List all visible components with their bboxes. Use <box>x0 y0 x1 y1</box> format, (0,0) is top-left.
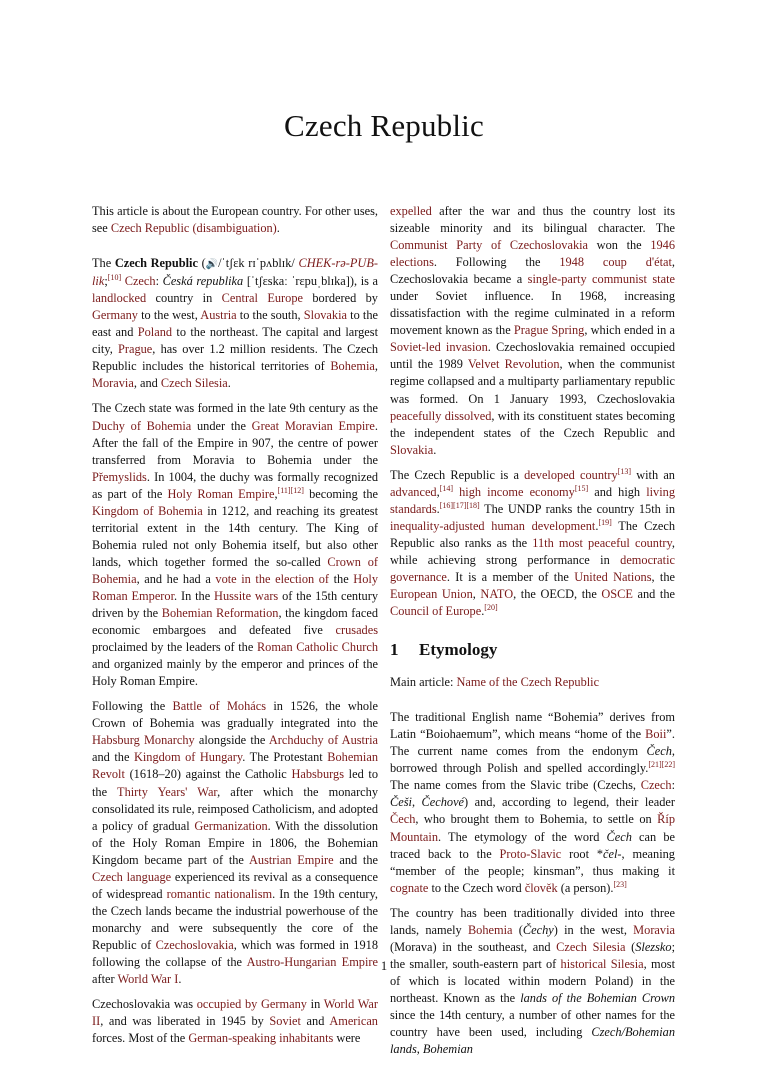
link-nato[interactable]: NATO <box>480 587 514 602</box>
link-bohemia[interactable]: Bohemia <box>330 359 375 374</box>
link-bohemian-reformation[interactable]: Bohemian Reformation <box>161 606 279 621</box>
link-germanization[interactable]: Germanization <box>194 818 268 833</box>
link-respelling[interactable]: CHEK-rə-PUB-lik <box>92 256 378 289</box>
link-european-union[interactable]: European Union <box>390 587 473 602</box>
link-cech[interactable]: Čech <box>390 812 416 827</box>
link-great-moravian-empire[interactable]: Great Moravian Empire <box>251 418 375 433</box>
article-subject: Czech Republic <box>114 256 198 271</box>
link-roman-catholic-church[interactable]: Roman Catholic Church <box>256 640 378 655</box>
speaker-icon[interactable]: 🔊 <box>205 259 219 271</box>
link-developed-country[interactable]: developed country <box>524 467 618 482</box>
link-bohemia-2[interactable]: Bohemia <box>467 922 513 937</box>
link-bohemian-revolt[interactable]: Bohemian Revolt <box>92 750 378 782</box>
link-moravia-2[interactable]: Moravia <box>633 922 675 937</box>
link-austro-hungarian-empire[interactable]: Austro-Hungarian Empire <box>246 954 378 969</box>
link-slovakia-2[interactable]: Slovakia <box>390 442 434 457</box>
ref-16-18[interactable]: [16][17][18] <box>439 500 480 510</box>
link-boii[interactable]: Boii <box>645 727 667 742</box>
link-soviet[interactable]: Soviet <box>269 1014 301 1029</box>
ref-14[interactable]: [14] <box>439 483 454 493</box>
hatnote: This article is about the European country. For other uses, see Czech Republic (disambiguation). <box>92 204 378 236</box>
ref-20[interactable]: [20] <box>484 602 498 612</box>
link-american[interactable]: American <box>329 1014 378 1029</box>
section-title: Etymology <box>419 640 498 660</box>
ref-13[interactable]: [13] <box>617 466 632 476</box>
link-world-war-ii[interactable]: World War II <box>92 997 378 1029</box>
link-premyslids[interactable]: Přemyslids <box>92 469 147 484</box>
section-heading-etymology <box>390 640 675 660</box>
ref-19[interactable]: [19] <box>598 517 612 527</box>
ref-23[interactable]: [23] <box>613 879 627 889</box>
link-austrian-empire[interactable]: Austrian Empire <box>248 852 334 867</box>
link-vote-election[interactable]: vote in the election of <box>215 571 330 586</box>
intro-paragraph: The Czech Republic (🔊/ˈtʃɛk rɪˈpʌblɪk/ CHEK-rə-PUB-lik;[10] Czech: Česká republika [ˈtʃɛskaː ˈrɛpuˌblɪka]), is a landlocked country in Central Europe bordered by Germany to the west, Austria to the south, Slovakia to the east and Poland to the northeast. The capital and largest city, Prague, has over 1.2 million residents. The Czech Republic includes the historical territories of Bohemia, Moravia, and Czech Silesia. <box>92 256 379 391</box>
link-romantic-nationalism[interactable]: romantic nationalism <box>166 886 273 901</box>
section-number: 1 <box>390 640 399 660</box>
link-advanced[interactable]: advanced <box>390 484 437 499</box>
right-column <box>390 203 675 1066</box>
ref-10[interactable]: [10] <box>107 273 122 283</box>
link-crusades[interactable]: crusades <box>335 623 378 638</box>
link-peacefully-dissolved[interactable]: peacefully dissolved <box>390 408 492 423</box>
link-kingdom-of-hungary[interactable]: Kingdom of Hungary <box>133 750 243 765</box>
link-council-of-europe[interactable]: Council of Europe <box>390 604 482 619</box>
link-habsburg-monarchy[interactable]: Habsburg Monarchy <box>92 733 195 748</box>
page-title: Czech Republic <box>284 108 484 143</box>
link-rip-mountain[interactable]: Říp Mountain <box>390 812 675 844</box>
link-kingdom-of-bohemia[interactable]: Kingdom of Bohemia <box>92 503 203 518</box>
paragraph-occupation-start: Czechoslovakia was occupied by Germany in World War II, and was liberated in 1945 by Soviet and American forces. Most of the German-speaking inhabitants were <box>92 997 378 1046</box>
left-column <box>92 203 378 1055</box>
link-soviet-led-invasion[interactable]: Soviet-led invasion <box>390 340 488 355</box>
link-archduchy-of-austria[interactable]: Archduchy of Austria <box>268 733 379 748</box>
link-czech-silesia-2[interactable]: Czech Silesia <box>556 939 626 954</box>
link-battle-of-mohacs[interactable]: Battle of Mohács <box>172 699 267 714</box>
link-clovek[interactable]: člověk <box>524 880 558 895</box>
link-peaceful-country[interactable]: 11th most peaceful country <box>532 535 672 550</box>
link-moravia[interactable]: Moravia <box>92 376 134 391</box>
link-austria[interactable]: Austria <box>200 308 237 323</box>
link-1946-elections[interactable]: 1946 elections <box>390 238 675 270</box>
ref-11-12[interactable]: [11][12] <box>277 485 304 495</box>
link-czech-silesia[interactable]: Czech Silesia <box>160 376 228 391</box>
link-democratic-governance[interactable]: democratic governance <box>390 552 675 584</box>
link-name-of-czech-republic[interactable]: Name of the Czech Republic <box>456 675 600 690</box>
main-article-note: Main article: Name of the Czech Republic <box>390 675 600 690</box>
link-communist-party[interactable]: Communist Party of Czechoslovakia <box>390 238 589 253</box>
ref-15[interactable]: [15] <box>574 483 589 493</box>
link-slovakia[interactable]: Slovakia <box>303 308 347 323</box>
link-germany[interactable]: Germany <box>92 308 138 323</box>
paragraph-state-history: The Czech state was formed in the late 9th century as the Duchy of Bohemia under the Great Moravian Empire. After the fall of the Empire in 907, the centre of power transferred from Moravia to Bohemia under the Přemyslids. In 1004, the duchy was formally recognized as part of the Holy Roman Empire,[11][12] becoming the Kingdom of Bohemia in 1212, and reaching its greatest territorial extent in the 14th century. The King of Bohemia ruled not only Bohemia itself, but also other lands, which together formed the so-called Crown of Bohemia, and he had a vote in the election of the Holy Roman Emperor. In the Hussite wars of the 15th century driven by the Bohemian Reformation, the kingdom faced economic embargoes and defeated five crusades proclaimed by the leaders of the Roman Catholic Church and organized mainly by the emperor and princes of the Holy Roman Empire. <box>92 401 379 689</box>
link-hussite-wars[interactable]: Hussite wars <box>214 588 279 603</box>
link-czech-language[interactable]: Czech language <box>92 869 172 884</box>
link-holy-roman-emperor[interactable]: Holy Roman Emperor <box>92 571 378 603</box>
link-czechoslovakia[interactable]: Czechoslovakia <box>155 937 234 952</box>
link-single-party-state[interactable]: single-party communist state <box>527 272 675 287</box>
paragraph-habsburg: Following the Battle of Mohács in 1526, the whole Crown of Bohemia was gradually integrated into the Habsburg Monarchy alongside the Archduchy of Austria and the Kingdom of Hungary. The Protestant Bohemian Revolt (1618–20) against the Catholic Habsburgs led to the Thirty Years' War, after which the monarchy consolidated its rule, reimposed Catholicism, and adopted a policy of gradual Germanization. With the dissolution of the Holy Roman Empire in 1806, the Bohemian Kingdom became part of the Austrian Empire and the Czech language experienced its revival as a consequence of widespread romantic nationalism. In the 19th century, the Czech lands became the industrial powerhouse of the monarchy and were subsequently the core of the Republic of Czechoslovakia, which was formed in 1918 following the collapse of the Austro-Hungarian Empire after World War I. <box>92 699 379 987</box>
link-osce[interactable]: OSCE <box>601 587 633 602</box>
link-habsburgs[interactable]: Habsburgs <box>291 767 345 782</box>
link-historical-silesia[interactable]: historical Silesia <box>560 956 644 971</box>
link-czech-language[interactable]: Czech <box>124 274 156 289</box>
link-holy-roman-empire[interactable]: Holy Roman Empire <box>167 486 275 501</box>
link-prague-spring[interactable]: Prague Spring <box>513 323 585 338</box>
link-velvet-revolution[interactable]: Velvet Revolution <box>467 357 560 372</box>
link-united-nations[interactable]: United Nations <box>574 569 652 584</box>
link-disambiguation[interactable]: Czech Republic (disambiguation) <box>110 221 277 236</box>
link-thirty-years-war[interactable]: Thirty Years' War <box>117 784 218 799</box>
paragraph-lands: The country has been traditionally divided into three lands, namely Bohemia (Čechy) in the west, Moravia (Morava) in the southeast, and Czech Silesia (Slezsko; the smaller, south-eastern part of historical Silesia, most of which is located within modern Poland) in the northeast. Known as the lands of the Bohemian Crown since the 14th century, a number of other names for the country have been used, including Czech/Bohemian lands, Bohemian <box>390 905 675 1057</box>
link-landlocked[interactable]: landlocked <box>92 291 147 306</box>
link-high-income-economy[interactable]: high income economy <box>459 484 575 499</box>
link-german-speaking-inhabitants[interactable]: German-speaking inhabitants <box>188 1031 334 1046</box>
link-proto-slavic[interactable]: Proto-Slavic <box>499 846 562 861</box>
link-world-war-i[interactable]: World War I <box>117 972 179 987</box>
link-crown-of-bohemia[interactable]: Crown of Bohemia <box>92 554 378 586</box>
paragraph-name-origin: The traditional English name “Bohemia” derives from Latin “Boiohaemum”, which means “home of the Boii”. The current name comes from the endonym Čech, borrowed through Polish and spelled accordingly.[21][22] The name comes from the Slavic tribe (Czechs, Czech: Češi, Čechové) and, according to legend, their leader Čech, who brought them to Bohemia, to settle on Říp Mountain. The etymology of the word Čech can be traced back to the Proto-Slavic root *čel-, meaning “member of the people; kinsman”, thus making it cognate to the Czech word člověk (a person).[23] <box>390 710 675 895</box>
link-prague[interactable]: Prague <box>118 342 153 357</box>
link-cognate[interactable]: cognate <box>390 880 429 895</box>
link-occupied-by-germany[interactable]: occupied by Germany <box>196 997 307 1012</box>
link-living-standards[interactable]: living standards <box>390 484 675 516</box>
paragraph-developed: The Czech Republic is a developed country[13] with an advanced,[14] high income economy[15] and high living standards.[16][17][18] The UNDP ranks the country 15th in inequality-adjusted human development.[19] The Czech Republic also ranks as the 11th most peaceful country, while achieving strong performance in democratic governance. It is a member of the United Nations, the European Union, NATO, the OECD, the OSCE and the Council of Europe.[20] <box>390 466 676 619</box>
link-duchy-of-bohemia[interactable]: Duchy of Bohemia <box>92 418 192 433</box>
paragraph-occupation-cont: expelled after the war and thus the country lost its sizeable minority and its bilingual character. The Communist Party of Czechoslovakia won the 1946 elections. Following the 1948 coup d'état, Czechoslovakia became a single-party communist state under Soviet influence. In 1968, increasing dissatisfaction with the regime culminated in a reform movement known as the Prague Spring, which ended in a Soviet-led invasion. Czechoslovakia remained occupied until the 1989 Velvet Revolution, when the communist regime collapsed and a multiparty parliamentary republic was formed. On 1 January 1993, Czechoslovakia peacefully dissolved, with its constituent states becoming the independent states of the Czech Republic and Slovakia. <box>390 204 676 457</box>
page-number: 1 <box>380 959 388 973</box>
link-1948-coup[interactable]: 1948 coup d'état <box>559 255 672 270</box>
link-inequality-adjusted-hdi[interactable]: inequality-adjusted human development <box>390 518 596 533</box>
link-expelled[interactable]: expelled <box>390 204 432 218</box>
link-poland[interactable]: Poland <box>137 325 173 340</box>
ref-21-22[interactable]: [21][22] <box>648 760 675 770</box>
link-czech-language-2[interactable]: Czech <box>640 778 672 793</box>
link-central-europe[interactable]: Central Europe <box>221 291 303 306</box>
